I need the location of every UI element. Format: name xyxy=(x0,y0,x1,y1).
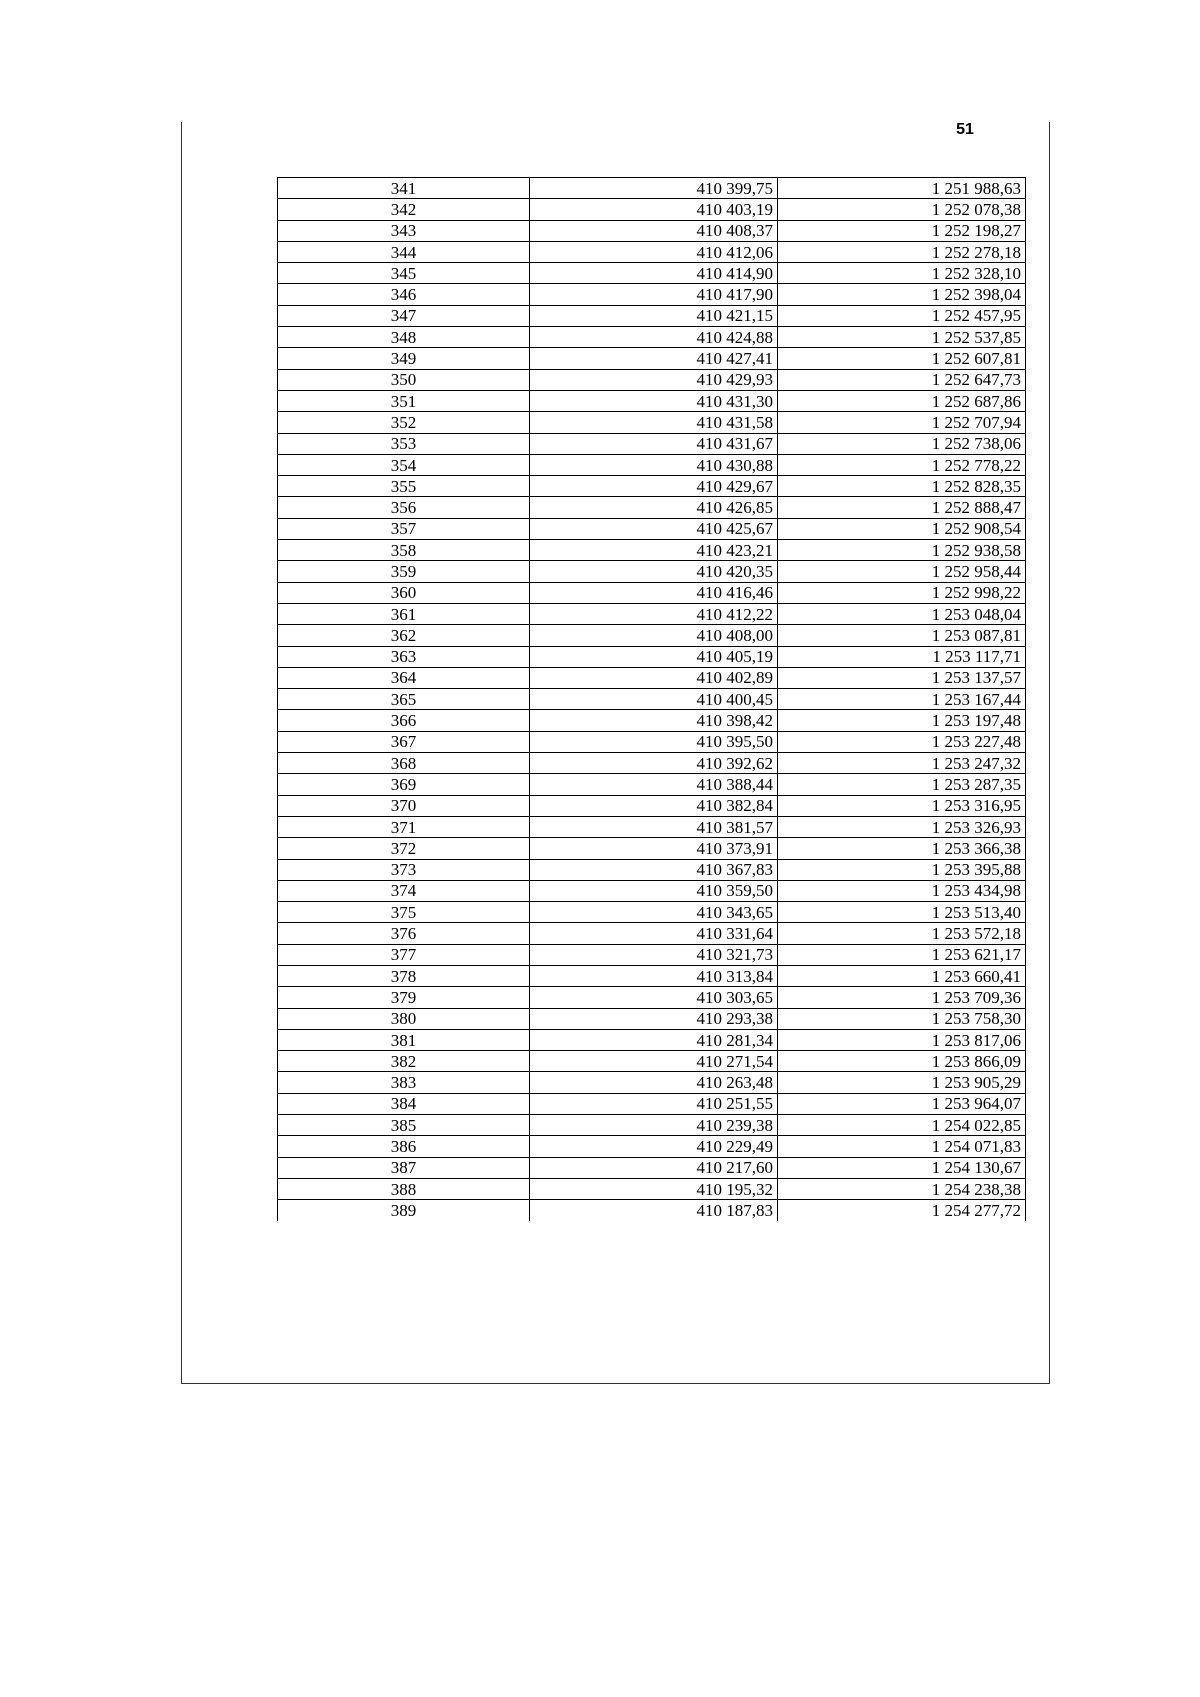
point-number-cell: 371 xyxy=(278,816,530,837)
point-number-cell: 349 xyxy=(278,348,530,369)
table-row xyxy=(278,263,1026,284)
point-number-cell: 366 xyxy=(278,710,530,731)
y-coordinate-cell: 1 253 287,35 xyxy=(778,774,1026,795)
table-row xyxy=(278,965,1026,986)
y-coordinate-cell: 1 253 434,98 xyxy=(778,880,1026,901)
table-row xyxy=(278,582,1026,603)
x-coordinate-cell: 410 398,42 xyxy=(530,710,778,731)
y-coordinate-cell: 1 253 905,29 xyxy=(778,1072,1026,1093)
page-number: 51 xyxy=(956,121,974,138)
point-number-cell: 362 xyxy=(278,625,530,646)
table-row xyxy=(278,1157,1026,1178)
x-coordinate-cell: 410 420,35 xyxy=(530,561,778,582)
y-coordinate-cell: 1 253 167,44 xyxy=(778,689,1026,710)
table-row xyxy=(278,390,1026,411)
x-coordinate-cell: 410 431,30 xyxy=(530,390,778,411)
table-row xyxy=(278,518,1026,539)
x-coordinate-cell: 410 423,21 xyxy=(530,540,778,561)
table-row xyxy=(278,859,1026,880)
table-row xyxy=(278,816,1026,837)
y-coordinate-cell: 1 252 607,81 xyxy=(778,348,1026,369)
y-coordinate-cell: 1 252 198,27 xyxy=(778,220,1026,241)
point-number-cell: 385 xyxy=(278,1115,530,1136)
point-number-cell: 351 xyxy=(278,390,530,411)
table-row xyxy=(278,1093,1026,1114)
point-number-cell: 389 xyxy=(278,1200,530,1221)
y-coordinate-cell: 1 252 778,22 xyxy=(778,454,1026,475)
point-number-cell: 384 xyxy=(278,1093,530,1114)
table-row xyxy=(278,284,1026,305)
y-coordinate-cell: 1 253 660,41 xyxy=(778,965,1026,986)
table-row xyxy=(278,540,1026,561)
point-number-cell: 373 xyxy=(278,859,530,880)
x-coordinate-cell: 410 412,22 xyxy=(530,603,778,624)
point-number-cell: 386 xyxy=(278,1136,530,1157)
table-row xyxy=(278,199,1026,220)
table-row xyxy=(278,412,1026,433)
table-row xyxy=(278,497,1026,518)
table-row xyxy=(278,923,1026,944)
table-row xyxy=(278,944,1026,965)
table-row xyxy=(278,1178,1026,1199)
coordinates-table-body xyxy=(278,178,1026,1222)
point-number-cell: 344 xyxy=(278,241,530,262)
y-coordinate-cell: 1 252 828,35 xyxy=(778,476,1026,497)
y-coordinate-cell: 1 253 964,07 xyxy=(778,1093,1026,1114)
table-row xyxy=(278,220,1026,241)
table-row xyxy=(278,710,1026,731)
table-row xyxy=(278,454,1026,475)
table-row xyxy=(278,1200,1026,1221)
x-coordinate-cell: 410 427,41 xyxy=(530,348,778,369)
table-row xyxy=(278,753,1026,774)
y-coordinate-cell: 1 252 278,18 xyxy=(778,241,1026,262)
y-coordinate-cell: 1 254 277,72 xyxy=(778,1200,1026,1221)
point-number-cell: 354 xyxy=(278,454,530,475)
x-coordinate-cell: 410 400,45 xyxy=(530,689,778,710)
table-row xyxy=(278,603,1026,624)
point-number-cell: 387 xyxy=(278,1157,530,1178)
x-coordinate-cell: 410 417,90 xyxy=(530,284,778,305)
point-number-cell: 341 xyxy=(278,178,530,199)
y-coordinate-cell: 1 252 998,22 xyxy=(778,582,1026,603)
point-number-cell: 372 xyxy=(278,838,530,859)
y-coordinate-cell: 1 253 326,93 xyxy=(778,816,1026,837)
x-coordinate-cell: 410 414,90 xyxy=(530,263,778,284)
point-number-cell: 369 xyxy=(278,774,530,795)
y-coordinate-cell: 1 252 687,86 xyxy=(778,390,1026,411)
point-number-cell: 357 xyxy=(278,518,530,539)
table-row xyxy=(278,646,1026,667)
y-coordinate-cell: 1 252 738,06 xyxy=(778,433,1026,454)
point-number-cell: 378 xyxy=(278,965,530,986)
point-number-cell: 364 xyxy=(278,667,530,688)
x-coordinate-cell: 410 382,84 xyxy=(530,795,778,816)
x-coordinate-cell: 410 388,44 xyxy=(530,774,778,795)
x-coordinate-cell: 410 403,19 xyxy=(530,199,778,220)
x-coordinate-cell: 410 373,91 xyxy=(530,838,778,859)
x-coordinate-cell: 410 381,57 xyxy=(530,816,778,837)
y-coordinate-cell: 1 253 117,71 xyxy=(778,646,1026,667)
y-coordinate-cell: 1 252 078,38 xyxy=(778,199,1026,220)
x-coordinate-cell: 410 399,75 xyxy=(530,178,778,199)
x-coordinate-cell: 410 321,73 xyxy=(530,944,778,965)
x-coordinate-cell: 410 303,65 xyxy=(530,987,778,1008)
table-row xyxy=(278,880,1026,901)
x-coordinate-cell: 410 281,34 xyxy=(530,1029,778,1050)
x-coordinate-cell: 410 431,58 xyxy=(530,412,778,433)
x-coordinate-cell: 410 395,50 xyxy=(530,731,778,752)
y-coordinate-cell: 1 254 071,83 xyxy=(778,1136,1026,1157)
x-coordinate-cell: 410 431,67 xyxy=(530,433,778,454)
point-number-cell: 352 xyxy=(278,412,530,433)
x-coordinate-cell: 410 239,38 xyxy=(530,1115,778,1136)
table-row xyxy=(278,433,1026,454)
table-row xyxy=(278,178,1026,199)
point-number-cell: 388 xyxy=(278,1178,530,1199)
y-coordinate-cell: 1 253 866,09 xyxy=(778,1051,1026,1072)
x-coordinate-cell: 410 424,88 xyxy=(530,327,778,348)
table-row xyxy=(278,731,1026,752)
point-number-cell: 383 xyxy=(278,1072,530,1093)
x-coordinate-cell: 410 430,88 xyxy=(530,454,778,475)
table-row xyxy=(278,625,1026,646)
point-number-cell: 370 xyxy=(278,795,530,816)
y-coordinate-cell: 1 253 395,88 xyxy=(778,859,1026,880)
y-coordinate-cell: 1 252 707,94 xyxy=(778,412,1026,433)
x-coordinate-cell: 410 421,15 xyxy=(530,305,778,326)
point-number-cell: 365 xyxy=(278,689,530,710)
x-coordinate-cell: 410 195,32 xyxy=(530,1178,778,1199)
x-coordinate-cell: 410 416,46 xyxy=(530,582,778,603)
y-coordinate-cell: 1 252 958,44 xyxy=(778,561,1026,582)
table-row xyxy=(278,305,1026,326)
point-number-cell: 343 xyxy=(278,220,530,241)
table-row xyxy=(278,1008,1026,1029)
x-coordinate-cell: 410 405,19 xyxy=(530,646,778,667)
point-number-cell: 342 xyxy=(278,199,530,220)
x-coordinate-cell: 410 343,65 xyxy=(530,902,778,923)
table-row xyxy=(278,838,1026,859)
point-number-cell: 361 xyxy=(278,603,530,624)
table-row xyxy=(278,1051,1026,1072)
point-number-cell: 375 xyxy=(278,902,530,923)
point-number-cell: 368 xyxy=(278,753,530,774)
table-row xyxy=(278,561,1026,582)
x-coordinate-cell: 410 425,67 xyxy=(530,518,778,539)
table-row xyxy=(278,987,1026,1008)
table-row xyxy=(278,1072,1026,1093)
table-row xyxy=(278,476,1026,497)
y-coordinate-cell: 1 254 022,85 xyxy=(778,1115,1026,1136)
y-coordinate-cell: 1 253 572,18 xyxy=(778,923,1026,944)
point-number-cell: 374 xyxy=(278,880,530,901)
point-number-cell: 358 xyxy=(278,540,530,561)
y-coordinate-cell: 1 252 457,95 xyxy=(778,305,1026,326)
y-coordinate-cell: 1 252 888,47 xyxy=(778,497,1026,518)
table-row xyxy=(278,369,1026,390)
y-coordinate-cell: 1 251 988,63 xyxy=(778,178,1026,199)
table-row xyxy=(278,1115,1026,1136)
x-coordinate-cell: 410 429,67 xyxy=(530,476,778,497)
coordinates-table xyxy=(277,177,1026,1221)
table-row xyxy=(278,774,1026,795)
x-coordinate-cell: 410 251,55 xyxy=(530,1093,778,1114)
y-coordinate-cell: 1 254 130,67 xyxy=(778,1157,1026,1178)
y-coordinate-cell: 1 253 709,36 xyxy=(778,987,1026,1008)
x-coordinate-cell: 410 217,60 xyxy=(530,1157,778,1178)
x-coordinate-cell: 410 263,48 xyxy=(530,1072,778,1093)
table-row xyxy=(278,1136,1026,1157)
x-coordinate-cell: 410 408,37 xyxy=(530,220,778,241)
point-number-cell: 367 xyxy=(278,731,530,752)
x-coordinate-cell: 410 313,84 xyxy=(530,965,778,986)
y-coordinate-cell: 1 252 328,10 xyxy=(778,263,1026,284)
table-row xyxy=(278,902,1026,923)
y-coordinate-cell: 1 253 087,81 xyxy=(778,625,1026,646)
y-coordinate-cell: 1 253 316,95 xyxy=(778,795,1026,816)
point-number-cell: 363 xyxy=(278,646,530,667)
x-coordinate-cell: 410 412,06 xyxy=(530,241,778,262)
table-row xyxy=(278,241,1026,262)
table-row xyxy=(278,667,1026,688)
y-coordinate-cell: 1 253 621,17 xyxy=(778,944,1026,965)
y-coordinate-cell: 1 253 247,32 xyxy=(778,753,1026,774)
x-coordinate-cell: 410 367,83 xyxy=(530,859,778,880)
y-coordinate-cell: 1 252 398,04 xyxy=(778,284,1026,305)
y-coordinate-cell: 1 252 938,58 xyxy=(778,540,1026,561)
y-coordinate-cell: 1 253 758,30 xyxy=(778,1008,1026,1029)
y-coordinate-cell: 1 253 513,40 xyxy=(778,902,1026,923)
x-coordinate-cell: 410 402,89 xyxy=(530,667,778,688)
point-number-cell: 347 xyxy=(278,305,530,326)
point-number-cell: 345 xyxy=(278,263,530,284)
y-coordinate-cell: 1 254 238,38 xyxy=(778,1178,1026,1199)
x-coordinate-cell: 410 359,50 xyxy=(530,880,778,901)
table-row xyxy=(278,689,1026,710)
point-number-cell: 346 xyxy=(278,284,530,305)
y-coordinate-cell: 1 253 048,04 xyxy=(778,603,1026,624)
x-coordinate-cell: 410 392,62 xyxy=(530,753,778,774)
point-number-cell: 348 xyxy=(278,327,530,348)
point-number-cell: 360 xyxy=(278,582,530,603)
x-coordinate-cell: 410 293,38 xyxy=(530,1008,778,1029)
point-number-cell: 381 xyxy=(278,1029,530,1050)
point-number-cell: 379 xyxy=(278,987,530,1008)
point-number-cell: 350 xyxy=(278,369,530,390)
x-coordinate-cell: 410 271,54 xyxy=(530,1051,778,1072)
x-coordinate-cell: 410 331,64 xyxy=(530,923,778,944)
table-row xyxy=(278,1029,1026,1050)
y-coordinate-cell: 1 253 366,38 xyxy=(778,838,1026,859)
point-number-cell: 382 xyxy=(278,1051,530,1072)
y-coordinate-cell: 1 253 137,57 xyxy=(778,667,1026,688)
table-row xyxy=(278,327,1026,348)
y-coordinate-cell: 1 252 647,73 xyxy=(778,369,1026,390)
y-coordinate-cell: 1 253 197,48 xyxy=(778,710,1026,731)
table-row xyxy=(278,348,1026,369)
y-coordinate-cell: 1 253 227,48 xyxy=(778,731,1026,752)
point-number-cell: 353 xyxy=(278,433,530,454)
y-coordinate-cell: 1 253 817,06 xyxy=(778,1029,1026,1050)
table-row xyxy=(278,795,1026,816)
point-number-cell: 377 xyxy=(278,944,530,965)
x-coordinate-cell: 410 187,83 xyxy=(530,1200,778,1221)
x-coordinate-cell: 410 426,85 xyxy=(530,497,778,518)
point-number-cell: 380 xyxy=(278,1008,530,1029)
x-coordinate-cell: 410 429,93 xyxy=(530,369,778,390)
point-number-cell: 359 xyxy=(278,561,530,582)
point-number-cell: 356 xyxy=(278,497,530,518)
point-number-cell: 355 xyxy=(278,476,530,497)
point-number-cell: 376 xyxy=(278,923,530,944)
y-coordinate-cell: 1 252 908,54 xyxy=(778,518,1026,539)
x-coordinate-cell: 410 408,00 xyxy=(530,625,778,646)
y-coordinate-cell: 1 252 537,85 xyxy=(778,327,1026,348)
x-coordinate-cell: 410 229,49 xyxy=(530,1136,778,1157)
